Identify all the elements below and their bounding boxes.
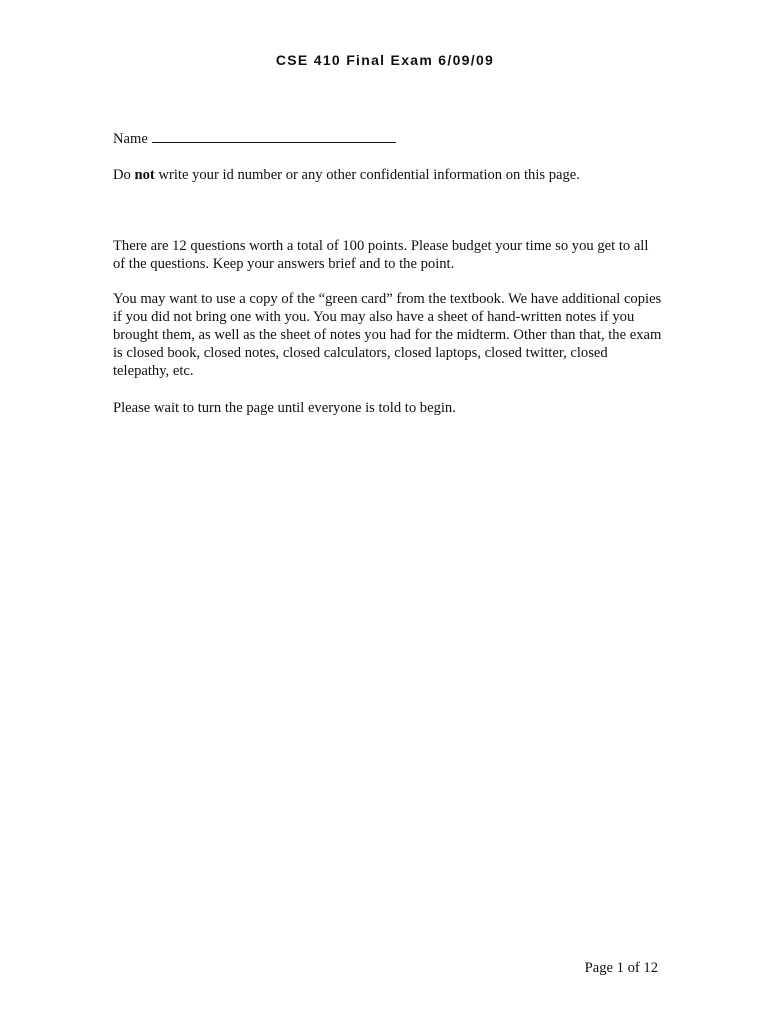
instructions-paragraph-2: You may want to use a copy of the “green card” from the textbook. We have additional copies if you did not bring one with you. You may also have a sheet of hand-written notes if you brought them, as well as the sheet of notes you had for the midterm. Other than that, the exam is closed book, closed notes, closed calculators, closed laptops, closed twitter, closed telepathy, etc. [113,291,662,379]
warning-emphasis: not [134,167,155,183]
exam-title: CSE 410 Final Exam 6/09/09 [275,52,495,68]
instructions-paragraph-1: There are 12 questions worth a total of 100 points. Please budget your time so you get to all of the questions. Keep your answers brief and to the point. [113,238,649,272]
name-blank-line [152,130,396,143]
name-label: Name [113,131,148,147]
confidentiality-warning [113,166,663,184]
warning-prefix: Do [113,167,135,183]
name-field [113,130,663,148]
page-number: Page 1 of 12 [584,960,658,976]
instructions-paragraph-3: Please wait to turn the page until everyone is told to begin. [113,400,456,416]
warning-suffix: write your id number or any other confidential information on this page. [154,167,580,183]
